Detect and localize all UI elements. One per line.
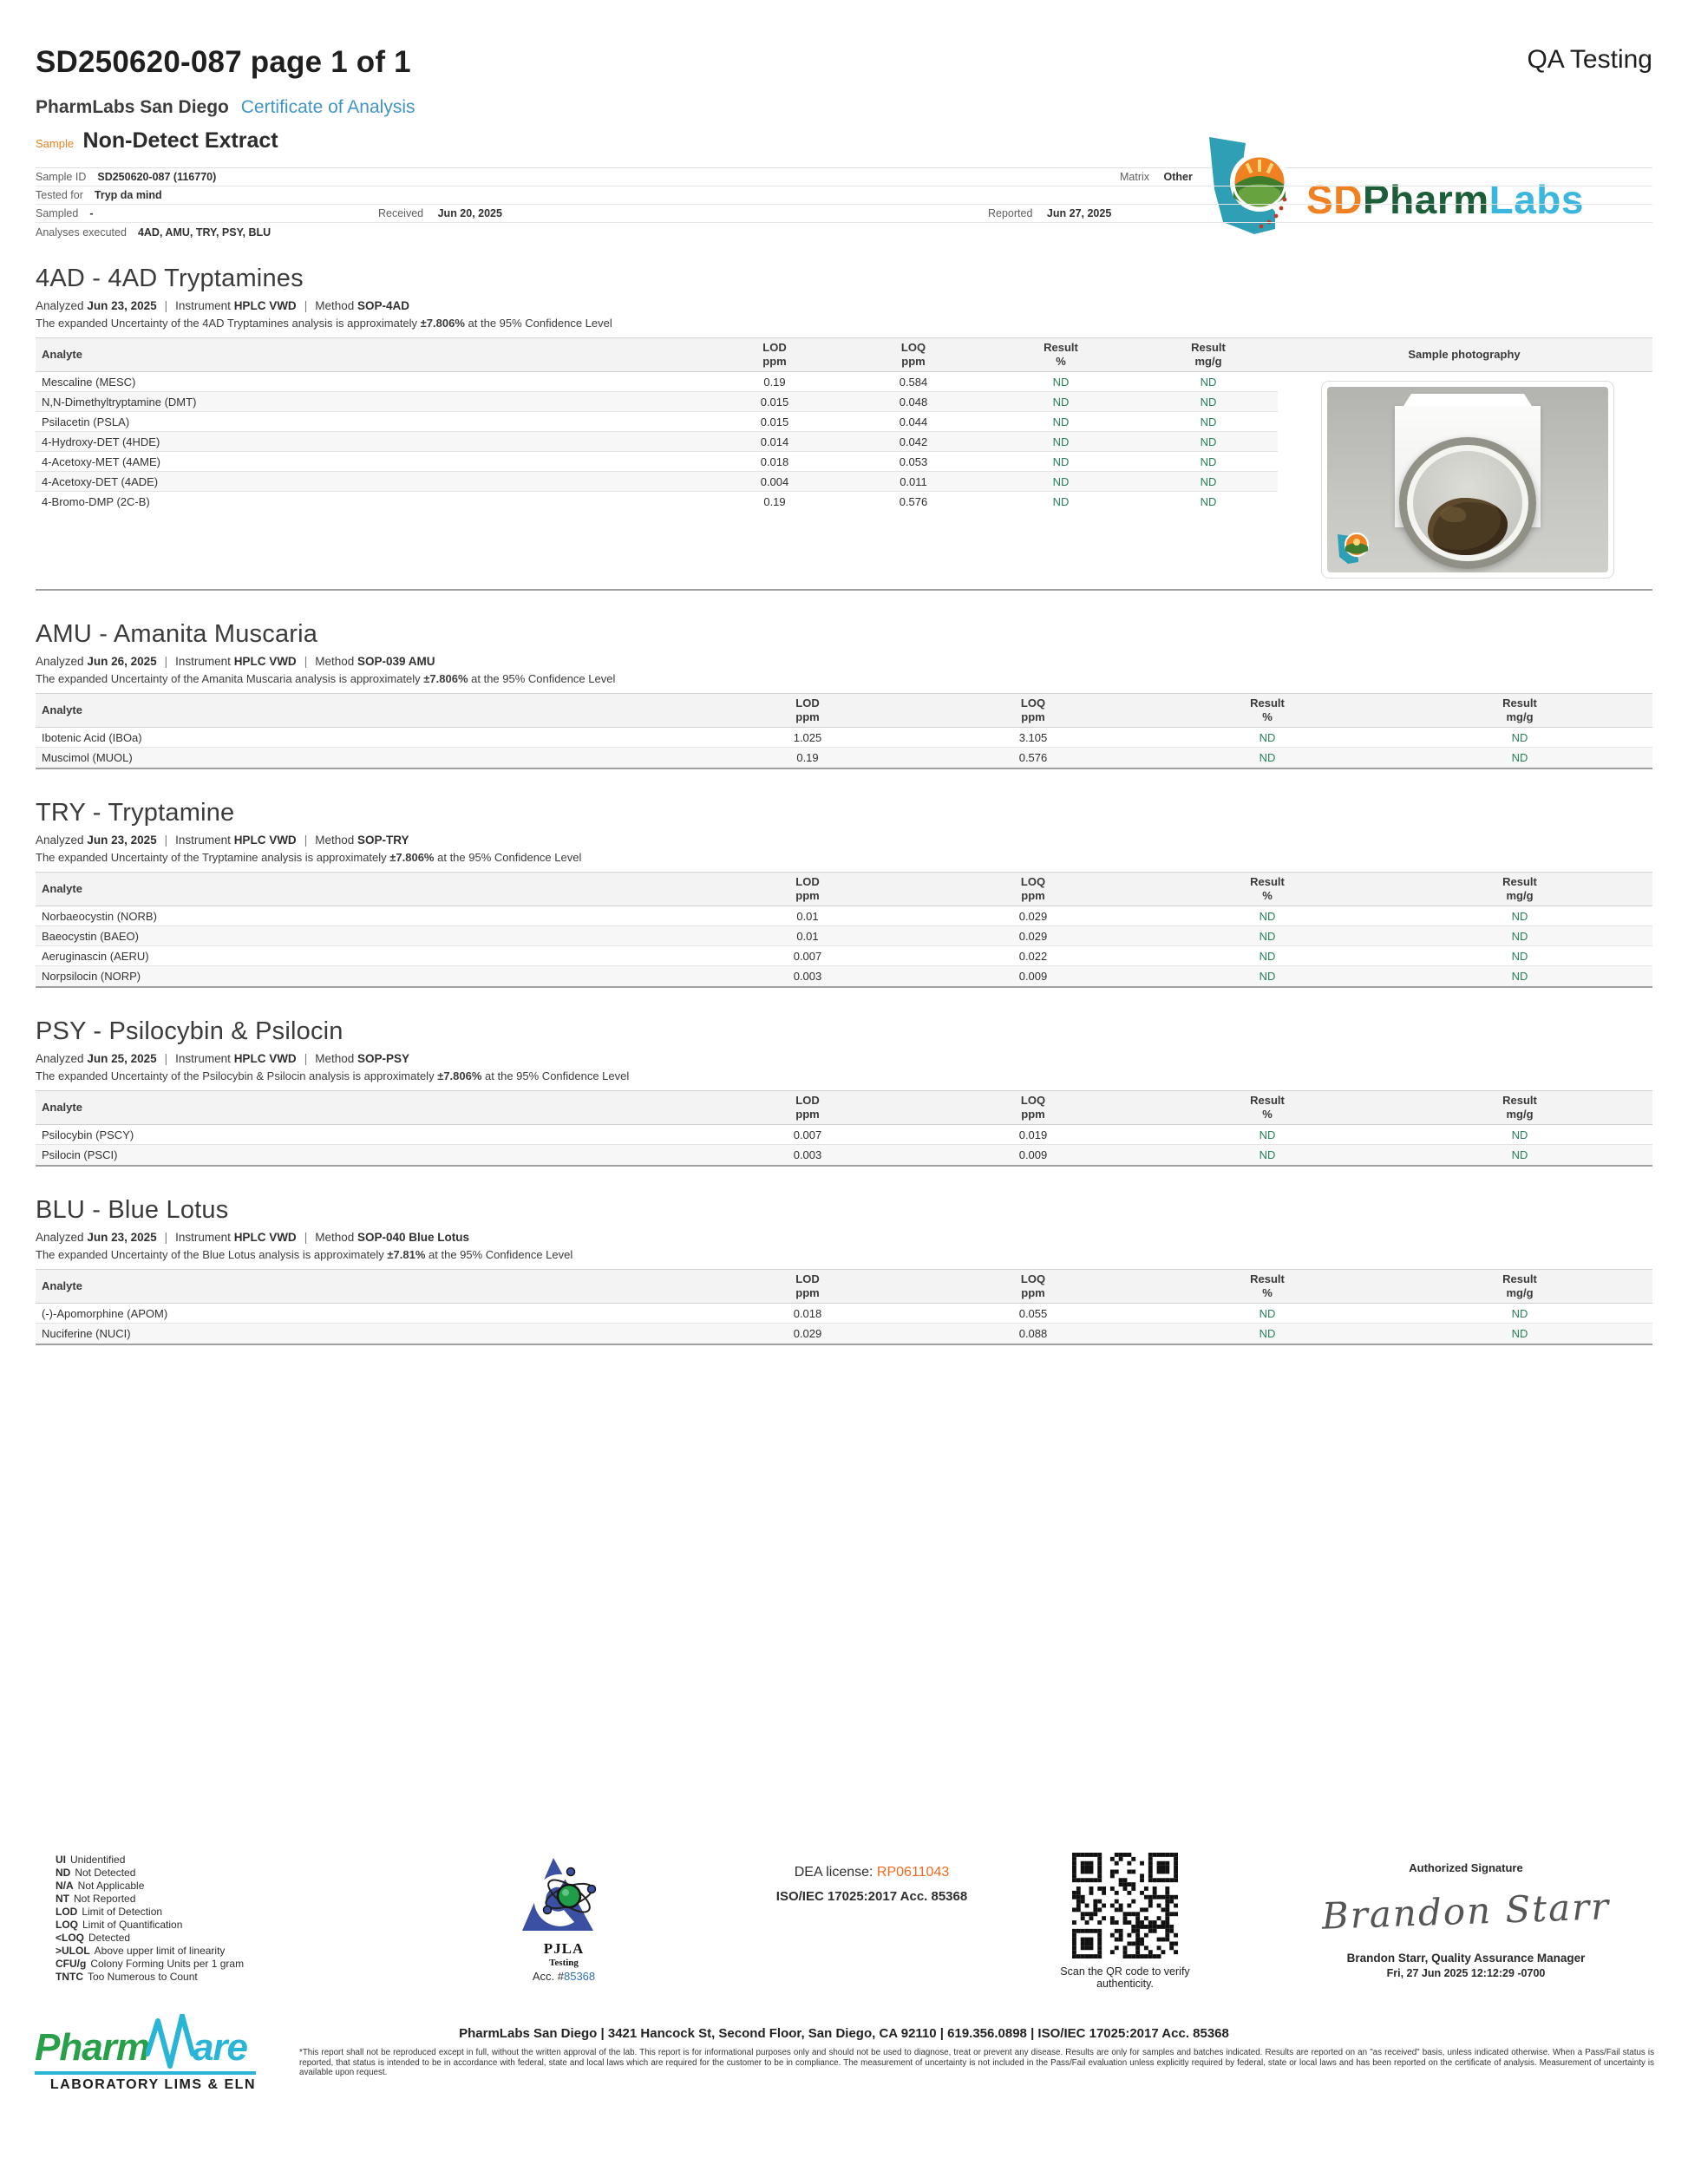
section-meta [36,299,1652,312]
analyte-cell: Psilocybin (PSCY) [42,1128,134,1141]
analyte-cell: Psilacetin (PSLA) [42,415,130,428]
qr-code [1072,1853,1178,1958]
method-label: Method [315,299,355,312]
analyzed-label: Analyzed [36,299,84,312]
value-cell: 0.015 [760,415,789,428]
column-header-result: Result mg/g [1191,341,1226,368]
column-header-analyte: Analyte [42,1101,82,1115]
table-row [36,472,1278,492]
value-cell: 0.007 [793,949,822,963]
uncertainty-note: The expanded Uncertainty of the Tryptamine analysis is approximately ±7.806% at the 95% Confidence Level [36,851,582,864]
value-cell: 0.584 [899,375,928,389]
value-cell: ND [1200,375,1217,389]
page-header [36,0,1652,80]
section-title: AMU - Amanita Muscaria [36,620,318,648]
received-group [378,207,502,219]
table-body [36,1125,1652,1165]
signatory-name: Brandon Starr, Quality Assurance Manager [1346,1952,1586,1965]
qr-block [1060,1853,1190,1990]
results-table-try [36,872,1652,988]
table-body [36,728,1652,768]
value-cell: 0.088 [1018,1327,1048,1340]
table-row [36,926,1652,946]
reported-value: Jun 27, 2025 [1046,207,1112,219]
instrument-label: Instrument [175,299,231,312]
value-cell: ND [1511,1327,1528,1340]
value-cell: ND [1511,730,1528,744]
authorized-signature-label: Authorized Signature [1409,1861,1523,1874]
uncertainty-note: The expanded Uncertainty of the Blue Lotus analysis is approximately ±7.81% at the 95% Confidence Level [36,1248,573,1261]
analyses-value: 4AD, AMU, TRY, PSY, BLU [137,226,272,239]
section-title: TRY - Tryptamine [36,799,235,827]
column-header-result: Result mg/g [1502,1272,1537,1299]
column-header-lod: LOD ppm [762,341,787,368]
brand-pharm: Pharm [1362,177,1489,222]
photo-jar [1399,437,1536,569]
pharmware-pharm: Pharm [35,2026,149,2069]
value-cell: ND [1259,730,1276,744]
pjla-accreditation-number: Acc. #85368 [532,1970,596,1983]
value-cell: ND [1259,970,1276,983]
sample-photo [1321,381,1614,579]
section-psy [36,1017,1652,1167]
value-cell: ND [1259,751,1276,764]
results-table-amu [36,693,1652,769]
sample-name: Non-Detect Extract [82,128,278,153]
analyzed-value: Jun 23, 2025 [87,299,157,312]
table-row [36,1304,1652,1324]
pjla-accreditation [507,1854,620,1983]
legend-item: N/A Not Applicable [56,1880,145,1892]
value-cell: 0.576 [899,495,928,508]
table-header-row [36,337,1652,372]
column-header-loq: LOQ ppm [1020,1094,1046,1121]
legend-item: >ULOL Above upper limit of linearity [56,1945,226,1957]
sample-id-row [36,168,1652,186]
value-cell: 0.01 [796,909,819,923]
column-header-lod: LOD ppm [795,1094,820,1121]
value-cell: ND [1259,1306,1276,1320]
analyte-cell: 4-Hydroxy-DET (4HDE) [42,435,160,448]
tested-for-value: Tryp da mind [94,189,162,201]
value-cell: ND [1511,1306,1528,1320]
tested-for-row [36,186,1652,205]
column-header-loq: LOQ ppm [1020,875,1046,902]
analyte-cell: Nuciferine (NUCI) [42,1327,131,1340]
separator [165,299,168,312]
table-header-row [36,693,1652,728]
sampled-value: - [89,207,94,219]
pharmware-logo [35,2014,269,2093]
value-cell: ND [1200,395,1217,409]
section-title: 4AD - 4AD Tryptamines [36,265,304,292]
sampled-label: Sampled [36,207,79,219]
sample-photo-image [1327,387,1608,572]
value-cell: ND [1259,909,1276,923]
column-header-analyte: Analyte [42,1279,82,1293]
uncertainty-note: The expanded Uncertainty of the 4AD Tryptamines analysis is approximately ±7.806% at the 95% Confidence Level [36,317,612,330]
value-cell: 0.003 [793,970,822,983]
sample-info-table [36,167,1652,241]
value-cell: 0.01 [796,929,819,943]
value-cell: 0.009 [1018,1148,1048,1161]
value-cell: 3.105 [1018,730,1048,744]
value-cell: ND [1511,949,1528,963]
received-label: Received [378,207,424,219]
separator [304,655,308,668]
value-cell: 0.19 [796,751,819,764]
separator [304,299,308,312]
analyte-cell: (-)-Apomorphine (APOM) [42,1306,168,1320]
lab-address: PharmLabs San Diego | 3421 Hancock St, Second Floor, San Diego, CA 92110 | 619.356.0898 | ISO/IEC 17025:2017 Acc. 85368 [459,2026,1229,2041]
document-title: SD250620-087 page 1 of 1 [36,45,411,79]
value-cell: ND [1511,1128,1528,1141]
separator [165,655,168,668]
separator [165,1231,168,1244]
report-disclaimer: *This report shall not be reproduced except in full, without the written approval of the lab. This report is for informational purposes only and should not be used to diagnose, treat or prevent any disease. Results are only for samples and batches indicated. Results are reported on an "as received" basis, unless indicated otherwise. When a Pass/Fail status is reported, that status is intended to be in accordance with federal, state and local laws which are required for the customer to be in compliance. The measurement of uncertainty is not included in the Pass/Fail evaluation unless explicitly required by federal, state or local laws and has been reported on the certificate of analysis. Measurement of uncertainty is available upon request. [299,2048,1654,2077]
results-table-psy [36,1090,1652,1167]
analyte-cell: Psilocin (PSCI) [42,1148,118,1161]
table-row [36,412,1278,432]
value-cell: 0.003 [793,1148,822,1161]
legend-item: UI Unidentified [56,1854,126,1866]
pharmware-heartbeat-icon [146,2014,196,2070]
qa-testing-label: QA Testing [1527,45,1652,74]
column-header-lod: LOD ppm [795,696,820,723]
iso-accreditation: ISO/IEC 17025:2017 Acc. 85368 [775,1889,968,1904]
analyses-row [36,223,1652,241]
value-cell: ND [1200,474,1217,488]
table-header-row [36,872,1652,906]
value-cell: 0.018 [760,454,789,468]
dea-license [733,1865,1011,1880]
value-cell: ND [1200,415,1217,428]
value-cell: 1.025 [793,730,822,744]
section-title: PSY - Psilocybin & Psilocin [36,1017,343,1045]
lab-name: PharmLabs San Diego [36,97,229,117]
value-cell: ND [1511,751,1528,764]
table-row [36,432,1278,452]
separator [304,834,308,847]
sample-id-value: SD250620-087 (116770) [97,171,217,183]
value-cell: 0.044 [899,415,928,428]
analyte-cell: Baeocystin (BAEO) [42,929,139,943]
table-row [36,946,1652,966]
uncertainty-note: The expanded Uncertainty of the Amanita Muscaria analysis is approximately ±7.806% at the 95% Confidence Level [36,672,616,685]
value-cell: ND [1052,375,1070,389]
pharmware-subtitle: LABORATORY LIMS & ELN [49,2077,256,2092]
analyte-cell: Muscimol (MUOL) [42,751,133,764]
value-cell: ND [1200,454,1217,468]
column-header-result: Result % [1250,875,1285,902]
method-value: SOP-4AD [357,299,410,312]
matrix-value: Other [1163,171,1193,183]
analyte-cell: Norbaeocystin (NORB) [42,909,157,923]
analyte-cell: 4-Acetoxy-MET (4AME) [42,454,161,468]
value-cell: 0.19 [763,495,786,508]
matrix-label: Matrix [1120,171,1150,183]
analyte-cell: N,N-Dimethyltryptamine (DMT) [42,395,197,409]
table-row [36,728,1652,748]
dates-row [36,205,1652,223]
signature-block [1284,1861,1648,1979]
column-header-result: Result % [1250,1094,1285,1121]
instrument-value: HPLC VWD [233,299,297,312]
value-cell: 0.011 [900,474,927,488]
value-cell: ND [1052,474,1070,488]
received-value: Jun 20, 2025 [437,207,502,219]
section-meta: Analyzed Jun 23, 2025 | Instrument HPLC VWD | Method SOP-040 Blue Lotus [36,1231,1652,1244]
table-body [36,1304,1652,1344]
signature-timestamp: Fri, 27 Jun 2025 12:12:29 -0700 [1386,1967,1546,1979]
column-header-result: Result % [1044,341,1078,368]
results-table-4ad [36,337,1652,591]
table-row [36,452,1278,472]
value-cell: 0.19 [763,375,786,389]
value-cell: 0.019 [1018,1128,1048,1141]
value-cell: ND [1052,395,1070,409]
table-header-row [36,1090,1652,1125]
analyte-cell: Ibotenic Acid (IBOa) [42,730,142,744]
value-cell: ND [1259,929,1276,943]
pjla-logo-icon [520,1854,607,1934]
value-cell: ND [1200,495,1217,508]
table-row [36,1324,1652,1344]
qr-caption: Scan the QR code to verify authenticity. [1060,1965,1190,1990]
brand-labs: Labs [1488,177,1584,222]
legend-item: LOQ Limit of Quantification [56,1919,183,1931]
column-header-loq: LOQ ppm [900,341,926,368]
results-table-blu [36,1269,1652,1345]
analyses-label: Analyses executed [36,226,127,239]
analyte-cell: Aeruginascin (AERU) [42,949,149,963]
column-header-lod: LOD ppm [795,875,820,902]
value-cell: ND [1259,1128,1276,1141]
value-cell: ND [1511,909,1528,923]
legend-item: CFU/g Colony Forming Units per 1 gram [56,1958,245,1970]
brand-sd: SD [1306,177,1363,222]
section-meta: Analyzed Jun 23, 2025 | Instrument HPLC VWD | Method SOP-TRY [36,834,1652,847]
value-cell: 0.576 [1018,751,1048,764]
value-cell: 0.055 [1018,1306,1048,1320]
table-row [36,1125,1652,1145]
value-cell: ND [1511,929,1528,943]
column-header-sample-photography: Sample photography [1408,348,1521,362]
dea-license-number: RP0611043 [876,1865,950,1880]
value-cell: ND [1052,495,1070,508]
section-title: BLU - Blue Lotus [36,1196,229,1224]
legend-item: NT Not Reported [56,1893,136,1905]
value-cell: 0.009 [1018,970,1048,983]
legend-item: ND Not Detected [56,1867,136,1879]
value-cell: ND [1259,1148,1276,1161]
table-row [36,1145,1652,1165]
analyte-cell: 4-Acetoxy-DET (4ADE) [42,474,159,488]
pjla-sub: Testing [549,1958,579,1968]
value-cell: 0.015 [760,395,789,409]
separator [304,1231,308,1244]
table-row [36,906,1652,926]
value-cell: ND [1052,415,1070,428]
value-cell: ND [1511,1148,1528,1161]
value-cell: 0.053 [899,454,928,468]
column-header-analyte: Analyte [42,703,82,717]
table-header-row [36,1269,1652,1304]
reported-label: Reported [988,207,1033,219]
value-cell: ND [1200,435,1217,448]
photo-watermark-logo [1334,527,1372,566]
value-cell: ND [1052,454,1070,468]
value-cell: ND [1259,949,1276,963]
value-cell: 0.042 [899,435,928,448]
table-row [36,392,1278,412]
sample-id-label: Sample ID [36,171,87,183]
separator [304,1052,308,1065]
legend-item: LOD Limit of Detection [56,1906,163,1918]
section-amu [36,620,1652,769]
section-4ad [36,265,1652,591]
value-cell: 0.018 [793,1306,822,1320]
table-row [36,748,1652,768]
table-row [36,372,1278,392]
value-cell: ND [1052,435,1070,448]
value-cell: ND [1259,1327,1276,1340]
section-try [36,799,1652,988]
signature-script: Brandon Starr [1321,1885,1611,1938]
uncertainty-note: The expanded Uncertainty of the Psilocybin & Psilocin analysis is approximately ±7.806% at the 95% Confidence Level [36,1069,630,1082]
reported-group [988,207,1111,219]
column-header-result: Result mg/g [1502,696,1537,723]
table-row [36,492,1278,512]
abbreviation-legend [56,1854,244,1984]
separator [165,834,168,847]
coa-label: Certificate of Analysis [240,97,415,117]
section-blu [36,1196,1652,1345]
analyte-cell: Norpsilocin (NORP) [42,970,141,983]
matrix-group [1120,171,1193,183]
column-header-result: Result % [1250,1272,1285,1299]
separator [165,1052,168,1065]
lab-line [36,97,1652,118]
value-cell: 0.007 [793,1128,822,1141]
sample-tag: Sample [36,137,75,150]
analyte-cell: Mescaline (MESC) [42,375,136,389]
column-header-analyte: Analyte [42,348,82,362]
license-block [733,1865,1011,1904]
pharmware-are: are [192,2026,248,2069]
value-cell: 0.029 [1018,929,1048,943]
legend-item: <LOQ Detected [56,1932,131,1944]
legend-item: TNTC Too Numerous to Count [56,1971,198,1983]
value-cell: 0.029 [793,1327,822,1340]
column-header-loq: LOQ ppm [1020,1272,1046,1299]
value-cell: 0.022 [1018,949,1048,963]
column-header-result: Result mg/g [1502,1094,1537,1121]
value-cell: 0.014 [760,435,789,448]
column-header-analyte: Analyte [42,882,82,896]
table-row [36,966,1652,986]
value-cell: 0.029 [1018,909,1048,923]
section-meta: Analyzed Jun 26, 2025 | Instrument HPLC VWD | Method SOP-039 AMU [36,655,1652,668]
column-header-lod: LOD ppm [795,1272,820,1299]
tested-for-label: Tested for [36,189,83,201]
value-cell: ND [1511,970,1528,983]
value-cell: 0.004 [760,474,789,488]
table-body [36,906,1652,986]
section-meta: Analyzed Jun 25, 2025 | Instrument HPLC VWD | Method SOP-PSY [36,1052,1652,1065]
value-cell: 0.048 [899,395,928,409]
column-header-loq: LOQ ppm [1020,696,1046,723]
dea-license-label: DEA license: [794,1865,873,1880]
column-header-result: Result % [1250,696,1285,723]
pjla-name: PJLA [543,1940,585,1957]
column-header-result: Result mg/g [1502,875,1537,902]
analyte-cell: 4-Bromo-DMP (2C-B) [42,495,150,508]
